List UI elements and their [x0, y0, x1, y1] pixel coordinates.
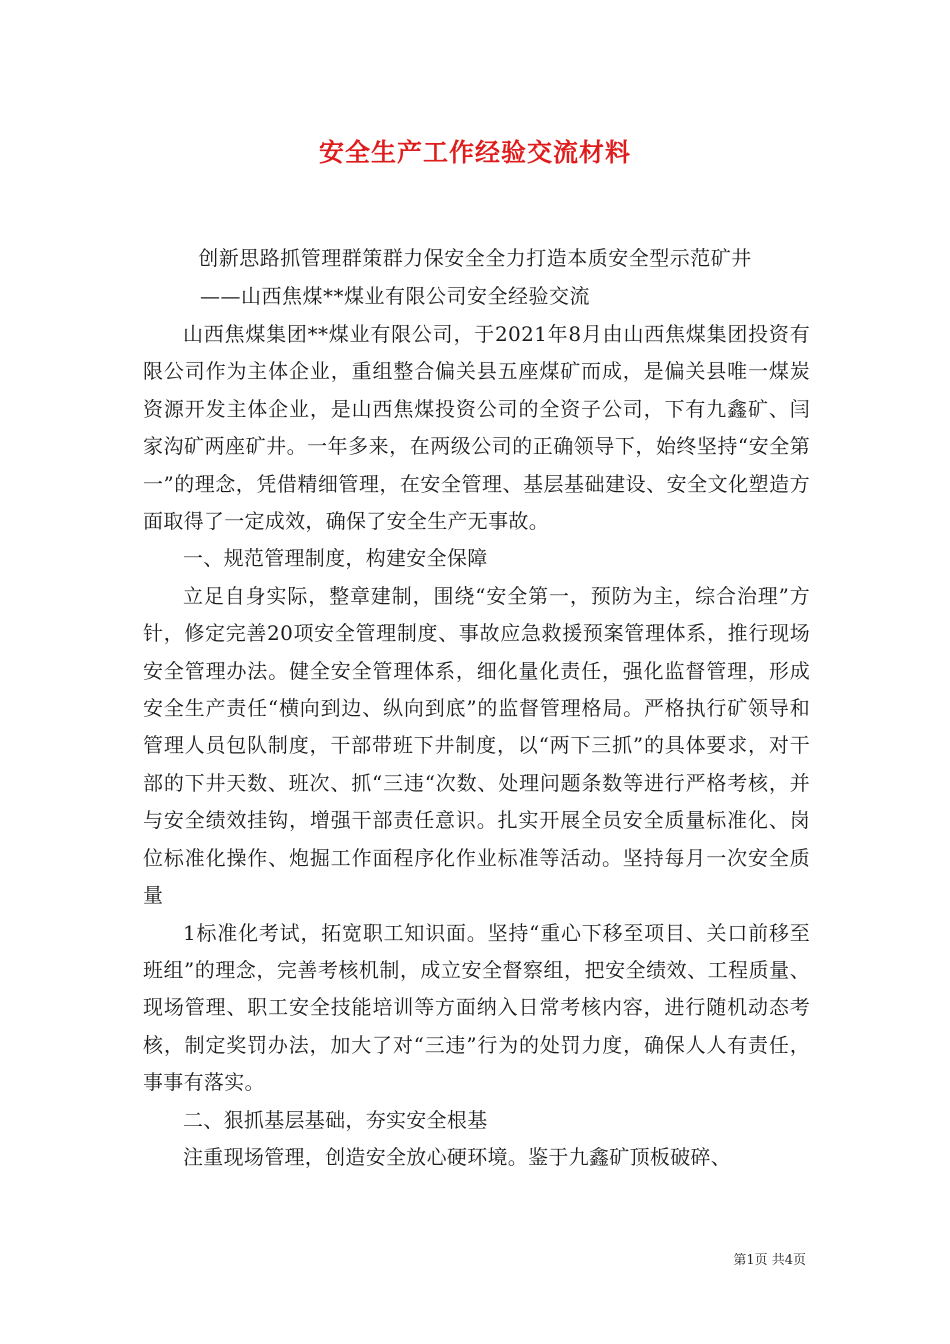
section-heading-1: 一、规范管理制度，构建安全保障	[183, 546, 488, 571]
page-number-footer: 第1页 共4页	[733, 1253, 806, 1268]
paragraph-intro: 山西焦煤集团**煤业有限公司，于2021年8月由山西焦煤集团投资有限公司作为主体企业，重组整合偏关县五座煤矿而成，是偏关县唯一煤炭资源开发主体企业，是山西焦煤投资公司的全资子公司，下有九鑫矿、闫家沟矿两座矿井。一年多来，在两级公司的正确领导下，始终坚持“安全第一”的理念，凭借精细管理，在安全管理、基层基础建设、安全文化塑造方面取得了一定成效，确保了安全生产无事故。	[143, 322, 810, 534]
section-heading-2: 二、狠抓基层基础，夯实安全根基	[183, 1107, 488, 1132]
paragraph-section-2: 注重现场管理，创造安全放心硬环境。鉴于九鑫矿顶板破碎、	[183, 1144, 732, 1169]
subtitle-line-1: 创新思路抓管理群策群力保安全全力打造本质安全型示范矿井	[198, 246, 752, 270]
subtitle-line-2: ——山西焦煤**煤业有限公司安全经验交流	[200, 284, 590, 308]
document-body	[143, 316, 810, 1176]
document-title: 安全生产工作经验交流材料	[318, 138, 631, 167]
paragraph-section-1-continued: 1标准化考试，拓宽职工知识面。坚持“重心下移至项目、关口前移至班组”的理念，完善考核机制，成立安全督察组，把安全绩效、工程质量、现场管理、职工安全技能培训等方面纳入日常考核内容，进行随机动态考核，制定奖罚办法，加大了对“三违”行为的处罚力度，确保人人有责任，事事有落实。	[143, 920, 810, 1095]
paragraph-section-1: 立足自身实际，整章建制，围绕“安全第一，预防为主，综合治理”方针，修定完善20项安全管理制度、事故应急救援预案管理体系，推行现场安全管理办法。健全安全管理体系，细化量化责任，强化监督管理，形成安全生产责任“横向到边、纵向到底”的监督管理格局。严格执行矿领导和管理人员包队制度，干部带班下井制度，以“两下三抓”的具体要求，对干部的下井天数、班次、抓“三违“次数、处理问题条数等进行严格考核，并与安全绩效挂钩，增强干部责任意识。扎实开展全员安全质量标准化、岗位标准化操作、炮掘工作面程序化作业标准等活动。坚持每月一次安全质量	[143, 583, 810, 908]
